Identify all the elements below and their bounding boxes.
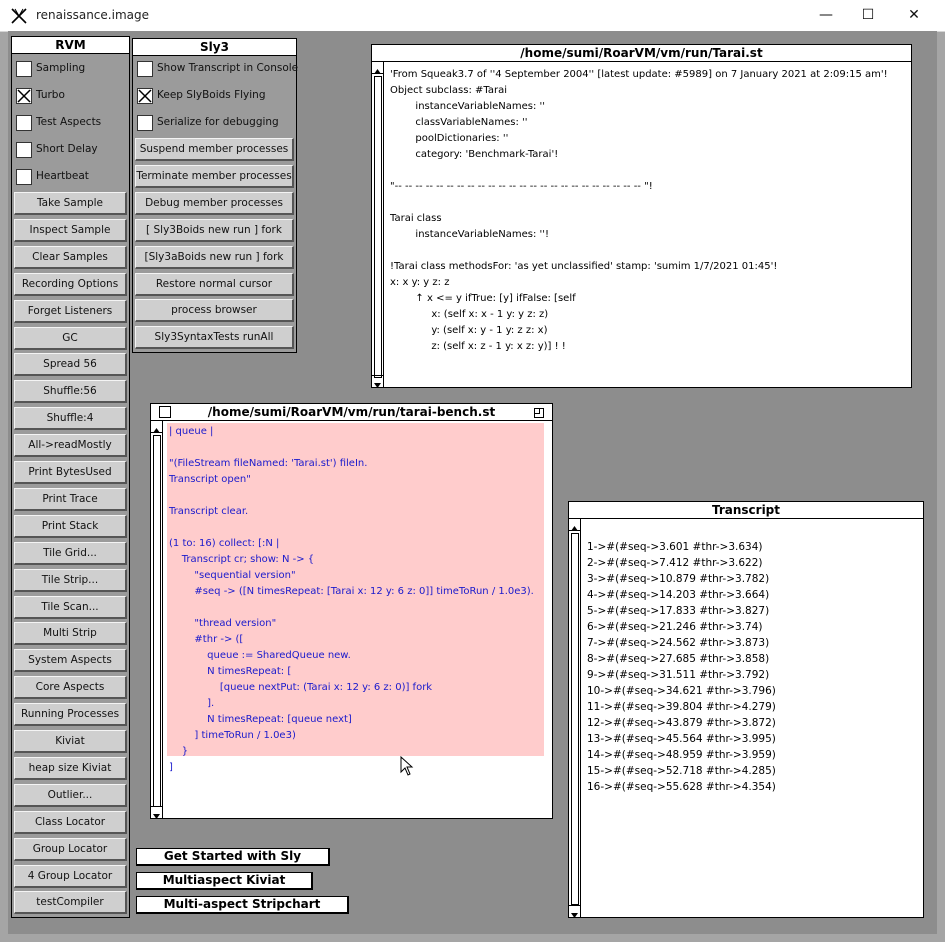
bench-line: Transcript open" [169,474,251,485]
tarai-st-window[interactable] [371,44,912,388]
bench-line: (1 to: 16) collect: [:N | [169,538,280,549]
tarai-bench-window[interactable] [150,403,553,819]
sly3boids-new-run-fork-button[interactable]: [ Sly3Boids new run ] fork [135,219,294,242]
transcript-text[interactable] [587,539,776,795]
bench-line: [queue nextPut: (Tarai x: 12 y: 6 z: 0)] fork [169,682,433,693]
shuffle-56-button[interactable]: Shuffle:56 [14,380,127,403]
tarai_st-line: category: 'Benchmark-Tarai'! [390,149,559,160]
bench-line: Transcript clear. [169,506,249,517]
close-box-icon[interactable] [159,406,171,418]
testcompiler-button[interactable]: testCompiler [14,891,127,914]
transcript-line: 11->#(#seq->39.804 #thr->4.279) [587,701,776,713]
transcript-window[interactable] [568,501,924,918]
tarai_st-line: instanceVariableNames: ''! [390,229,550,240]
short-delay-label: Short Delay [36,143,98,155]
transcript-line: 15->#(#seq->52.718 #thr->4.285) [587,765,776,777]
process-browser-button[interactable]: process browser [135,299,294,322]
transcript-line: 8->#(#seq->27.685 #thr->3.858) [587,653,770,665]
scroll-down-arrow-icon[interactable] [569,905,580,917]
clear-samples-button[interactable]: Clear Samples [14,246,127,269]
test-aspects-checkbox[interactable] [16,115,32,131]
tarai_st-line: x: (self x: x - 1 y: y z: z) [390,309,549,320]
bench-line [169,440,534,456]
tarai_st-line: instanceVariableNames: '' [390,101,546,112]
tarai-bench-text[interactable] [169,424,534,776]
turbo-checkbox[interactable] [16,88,32,104]
close-button[interactable]: ✕ [908,7,920,23]
suspend-member-processes-button[interactable]: Suspend member processes [135,138,294,161]
tarai_st-line: ↑ x <= y ifTrue: [y] ifFalse: [self [390,293,576,304]
multi-strip-button[interactable]: Multi Strip [14,622,127,645]
sampling-label: Sampling [36,62,86,74]
rvm-panel [11,36,130,918]
sly3-panel [132,38,297,353]
4-group-locator-button[interactable]: 4 Group Locator [14,865,127,888]
print-bytesused-button[interactable]: Print BytesUsed [14,461,127,484]
bench-line: #seq -> ([N timesRepeat: [Tarai x: 12 y: 6 z: 0]] timeToRun / 1.0e3). [169,586,534,597]
scroll-up-arrow-icon[interactable] [151,421,162,433]
all-readmostly-button[interactable]: All->readMostly [14,434,127,457]
scroll-up-arrow-icon[interactable] [569,519,580,531]
serialize-for-debugging-checkbox[interactable] [137,115,153,131]
restore-normal-cursor-button[interactable]: Restore normal cursor [135,273,294,296]
heartbeat-label: Heartbeat [36,170,89,182]
kiviat-button[interactable]: Kiviat [14,730,127,753]
collapse-box-icon[interactable] [534,406,544,416]
tile-scan-button[interactable]: Tile Scan... [14,596,127,619]
tarai-st-title[interactable]: /home/sumi/RoarVM/vm/run/Tarai.st [372,45,911,62]
print-trace-button[interactable]: Print Trace [14,488,127,511]
debug-member-processes-button[interactable]: Debug member processes [135,192,294,215]
short-delay-checkbox[interactable] [16,142,32,158]
window-titlebar[interactable] [0,0,945,32]
terminate-member-processes-button[interactable]: Terminate member processes [135,165,294,188]
tarai-bench-title-label: /home/sumi/RoarVM/vm/run/tarai-bench.st [207,405,496,419]
heap-size-kiviat-button[interactable]: heap size Kiviat [14,757,127,780]
show-transcript-in-console-checkbox[interactable] [137,61,153,77]
sly3syntaxtests-runall-button[interactable]: Sly3SyntaxTests runAll [135,326,294,349]
tarai_st-line: z: (self x: z - 1 y: x z: y)] ! ! [390,341,566,352]
transcript-line: 6->#(#seq->21.246 #thr->3.74) [587,621,763,633]
tarai_st-line [390,163,888,179]
inspect-sample-button[interactable]: Inspect Sample [14,219,127,242]
tarai_st-line: poolDictionaries: '' [390,133,509,144]
spread-56-button[interactable]: Spread 56 [14,353,127,376]
forget-listeners-button[interactable]: Forget Listeners [14,300,127,323]
tarai-st-text[interactable] [390,67,888,355]
multi-aspect-stripchart-button[interactable]: Multi-aspect Stripchart [136,896,349,914]
scroll-down-arrow-icon[interactable] [151,806,162,818]
sly3aboids-new-run-fork-button[interactable]: [Sly3aBoids new run ] fork [135,246,294,269]
rvm-panel-title: RVM [12,37,129,54]
tarai_st-line [390,195,888,211]
transcript-line: 1->#(#seq->3.601 #thr->3.634) [587,541,763,553]
group-locator-button[interactable]: Group Locator [14,838,127,861]
tarai_st-line: "-- -- -- -- -- -- -- -- -- -- -- -- -- -- -- -- -- -- -- -- -- -- -- -- "! [390,181,653,192]
tarai-bench-title[interactable] [151,404,552,421]
window-title: renaissance.image [36,8,149,22]
tarai_st-line: 'From Squeak3.7 of ''4 September 2004'' [latest update: #5989] on 7 January 2021 at 2:09:15 am'! [390,69,888,80]
bench-line: "(FileStream fileNamed: 'Tarai.st') fileIn. [169,458,368,469]
running-processes-button[interactable]: Running Processes [14,703,127,726]
transcript-line: 3->#(#seq->10.879 #thr->3.782) [587,573,770,585]
keep-slyboids-flying-checkbox[interactable] [137,88,153,104]
tarai_st-line [390,243,888,259]
heartbeat-checkbox[interactable] [16,169,32,185]
sly3-panel-title: Sly3 [133,39,296,56]
bench-line: N timesRepeat: [queue next] [169,714,352,725]
gc-button[interactable]: GC [14,327,127,350]
bench-line [169,520,534,536]
bench-line: "sequential version" [169,570,296,581]
bench-line: queue := SharedQueue new. [169,650,351,661]
multiaspect-kiviat-button[interactable]: Multiaspect Kiviat [136,872,313,890]
transcript-line: 16->#(#seq->55.628 #thr->4.354) [587,781,776,793]
transcript-line: 7->#(#seq->24.562 #thr->3.873) [587,637,770,649]
transcript-title[interactable]: Transcript [569,502,923,519]
recording-options-button[interactable]: Recording Options [14,273,127,296]
transcript-line: 13->#(#seq->45.564 #thr->3.995) [587,733,776,745]
turbo-label: Turbo [36,89,65,101]
tile-strip-button[interactable]: Tile Strip... [14,569,127,592]
print-stack-button[interactable]: Print Stack [14,515,127,538]
serialize-for-debugging-label: Serialize for debugging [157,116,279,128]
bench-line: N timesRepeat: [ [169,666,292,677]
tarai_st-line: x: x y: y z: z [390,277,450,288]
mouse-cursor-icon [400,756,414,776]
bench-line: ]. [169,698,215,709]
system-aspects-button[interactable]: System Aspects [14,649,127,672]
bench-line [169,488,534,504]
bench-line: #thr -> ([ [169,634,244,645]
transcript-line: 14->#(#seq->48.959 #thr->3.959) [587,749,776,761]
transcript-line: 10->#(#seq->34.621 #thr->3.796) [587,685,776,697]
core-aspects-button[interactable]: Core Aspects [14,676,127,699]
show-transcript-in-console-label: Show Transcript in Console [157,62,299,74]
bench-line: "thread version" [169,618,277,629]
scroll-thumb[interactable] [571,533,579,905]
outlier-button[interactable]: Outlier... [14,784,127,807]
sampling-checkbox[interactable] [16,61,32,77]
class-locator-button[interactable]: Class Locator [14,811,127,834]
tarai_st-line: Object subclass: #Tarai [390,85,507,96]
keep-slyboids-flying-label: Keep SlyBoids Flying [157,89,266,101]
maximize-button[interactable]: ☐ [861,7,875,23]
transcript-line: 12->#(#seq->43.879 #thr->3.872) [587,717,776,729]
scroll-up-arrow-icon[interactable] [372,62,383,74]
scroll-thumb[interactable] [153,435,161,807]
transcript-scrollbar[interactable] [569,519,581,917]
bench-line [169,600,534,616]
scroll-thumb[interactable] [374,76,382,378]
transcript-line: 2->#(#seq->7.412 #thr->3.622) [587,557,763,569]
bench-line: ] timeToRun / 1.0e3) [169,730,296,741]
take-sample-button[interactable]: Take Sample [14,192,127,215]
shuffle-4-button[interactable]: Shuffle:4 [14,407,127,430]
bench-line: Transcript cr; show: N -> { [169,554,315,565]
tarai_st-line: y: (self x: y - 1 y: z z: x) [390,325,548,336]
squeak-desktop[interactable] [8,31,937,934]
bench-line: ] [169,762,173,773]
tarai_st-line: Tarai class [390,213,442,224]
tile-grid-button[interactable]: Tile Grid... [14,542,127,565]
transcript-line: 5->#(#seq->17.833 #thr->3.827) [587,605,770,617]
tarai_st-line: !Tarai class methodsFor: 'as yet unclassified' stamp: 'sumim 1/7/2021 01:45'! [390,261,778,272]
scroll-down-arrow-icon[interactable] [372,375,383,387]
tarai-st-scrollbar[interactable] [372,62,384,387]
tarai-bench-scrollbar[interactable] [151,421,163,818]
transcript-line: 4->#(#seq->14.203 #thr->3.664) [587,589,770,601]
minimize-button[interactable]: — [819,7,833,23]
squeak-logo-icon [10,7,28,25]
get-started-button[interactable]: Get Started with Sly [136,848,330,866]
bench-line: | queue | [169,426,214,437]
bench-line: } [169,746,189,757]
test-aspects-label: Test Aspects [36,116,102,128]
transcript-line: 9->#(#seq->31.511 #thr->3.792) [587,669,770,681]
tarai_st-line: classVariableNames: '' [390,117,528,128]
